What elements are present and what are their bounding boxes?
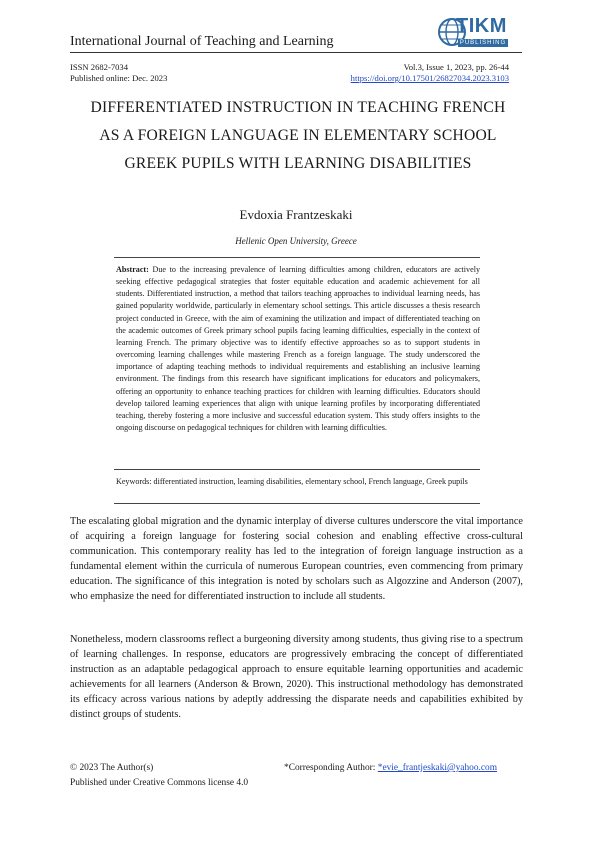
author-name: Evdoxia Frantzeskaki <box>239 207 353 222</box>
license: Published under Creative Commons license 4.0 <box>70 778 249 788</box>
copyright: © 2023 The Author(s) <box>70 763 154 773</box>
footer-left <box>70 761 248 791</box>
issn: ISSN 2682-7034 <box>70 62 129 72</box>
abstract-rule-mid <box>114 469 480 470</box>
volume-issue: Vol.3, Issue 1, 2023, pp. 26-44 <box>403 62 509 72</box>
body-paragraph-2: Nonetheless, modern classrooms reflect a burgeoning diversity among students, thus giving rise to a spectrum of learning challenges. In response, educators are progressively embracing the concept of differentiated instruction as an adaptable pedagogical approach to ensure equitable learning opportunities and academic achievements for all learners (Anderson & Brown, 2020). This instructional methodology has demonstrated its efficacy across various nations by adeptly addressing the disparate needs and capabilities exhibited by distinct groups of students. <box>70 634 523 721</box>
journal-title: International Journal of Teaching and Learning <box>70 34 334 49</box>
author-affiliation: Hellenic Open University, Greece <box>235 236 357 246</box>
abstract <box>116 264 480 434</box>
abstract-text: Due to the increasing prevalence of learning difficulties among children, educators are actively seeking effective pedagogical strategies that foster equitable education and academic achievement for all students. Differentiated instruction, a method that tailors teaching approaches to individual learning needs, has gained popularity worldwide, particularly in elementary school settings. This article discusses a thesis research project conducted in Greece, with the aim of examining the utilization and impact of differentiated teaching on the academic outcomes of Greek primary school pupils facing learning difficulties, especially in the context of learning French. The primary objective was to identify effective approaches so as to support students in overcoming learning challenges while mastering French as a foreign language. The study underscored the importance of adapting teaching methods to individual requirements and establishing an inclusive learning environment. The findings from this research have significant implications for educators and policymakers, offering an opportunity to enhance teaching practices for children with learning difficulties. Educators should develop tailored learning experiences that align with unique learning profiles by incorporating differentiated teaching, thereby fostering a more inclusive and successful education system. This study offers insights to the ongoing discourse on pedagogical techniques for children with learning difficulties. <box>116 265 480 433</box>
corresponding-label: *Corresponding Author: <box>284 763 378 773</box>
publisher-logo <box>432 13 514 53</box>
abstract-label: Abstract: <box>116 265 149 274</box>
logo-subtitle: PUBLISHING <box>459 40 507 46</box>
logo-brand: TIKM <box>456 15 507 37</box>
abstract-rule-bottom <box>114 503 480 504</box>
body-paragraph-1: The escalating global migration and the dynamic interplay of diverse cultures underscore the vital importance of acquiring a foreign language for fostering social cohesion and enabling effective cross-cultural communication. This contemporary reality has led to the integration of foreign language instruction as a fundamental element within the curricula of numerous European countries, even commencing from primary education. The significance of this integration is noted by scholars such as Algozzine and Anderson (2007), who emphasize the need for differentiated instruction to include all students. <box>70 516 523 603</box>
abstract-rule-top <box>114 257 480 258</box>
corresponding-email-link[interactable]: *evie_frantjeskaki@yahoo.com <box>377 763 498 773</box>
meta-left <box>70 62 167 84</box>
corresponding-author <box>284 761 497 776</box>
paper-title: DIFFERENTIATED INSTRUCTION IN TEACHING FRENCH AS A FOREIGN LANGUAGE IN ELEMENTARY SCHOOL GREEK PUPILS WITH LEARNING DISABILITIES <box>90 99 506 172</box>
doi-link[interactable]: https://doi.org/10.17501/26827034.2023.3103 <box>350 73 509 83</box>
published-date: Published online: Dec. 2023 <box>70 73 168 83</box>
keywords: Keywords: differentiated instruction, learning disabilities, elementary school, French language, Greek pupils <box>116 477 468 486</box>
meta-right <box>351 62 509 84</box>
